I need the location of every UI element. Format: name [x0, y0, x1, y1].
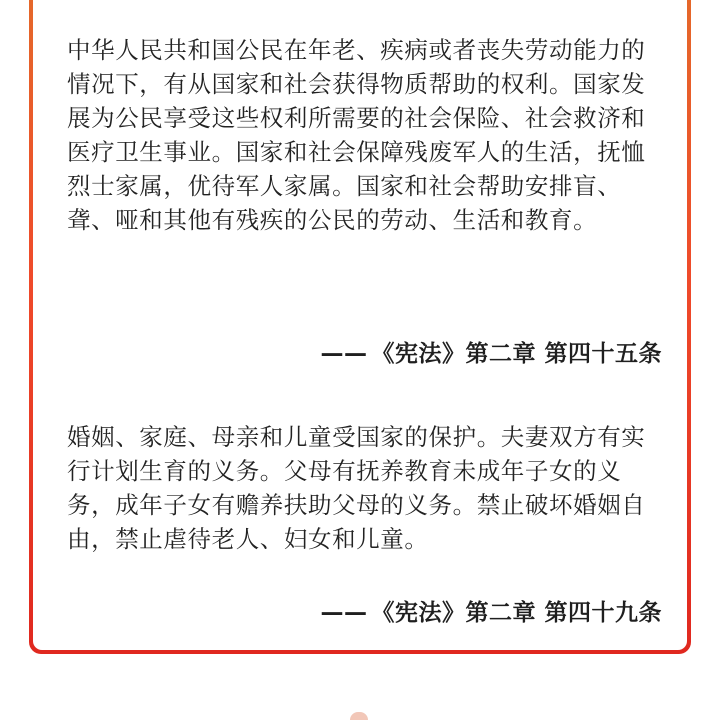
bottom-decoration — [350, 712, 368, 720]
citation-dash: —— — [320, 600, 368, 626]
citation-dash: —— — [320, 341, 368, 367]
article-49-text: 婚姻、家庭、母亲和儿童受国家的保护。夫妻双方有实行计划生育的义务。父母有抚养教育未成年子女的义务，成年子女有赡养扶助父母的义务。禁止破坏婚姻自由，禁止虐待老人、妇女和儿童。 — [67, 423, 646, 553]
article-45-text: 中华人民共和国公民在年老、疾病或者丧失劳动能力的情况下，有从国家和社会获得物质帮助的权利。国家发展为公民享受这些权利所需要的社会保险、社会救济和医疗卫生事业。国家和社会保障残废军人的生活，抚恤烈士家属，优待军人家属。国家和社会帮助安排盲、聋、哑和其他有残疾的公民的劳动、生活和教育。 — [67, 36, 646, 234]
article-45-citation — [320, 335, 662, 368]
citation-source: 《宪法》第二章 第四十九条 — [371, 600, 662, 626]
citation-source: 《宪法》第二章 第四十五条 — [371, 341, 662, 367]
article-49-citation — [320, 594, 662, 627]
